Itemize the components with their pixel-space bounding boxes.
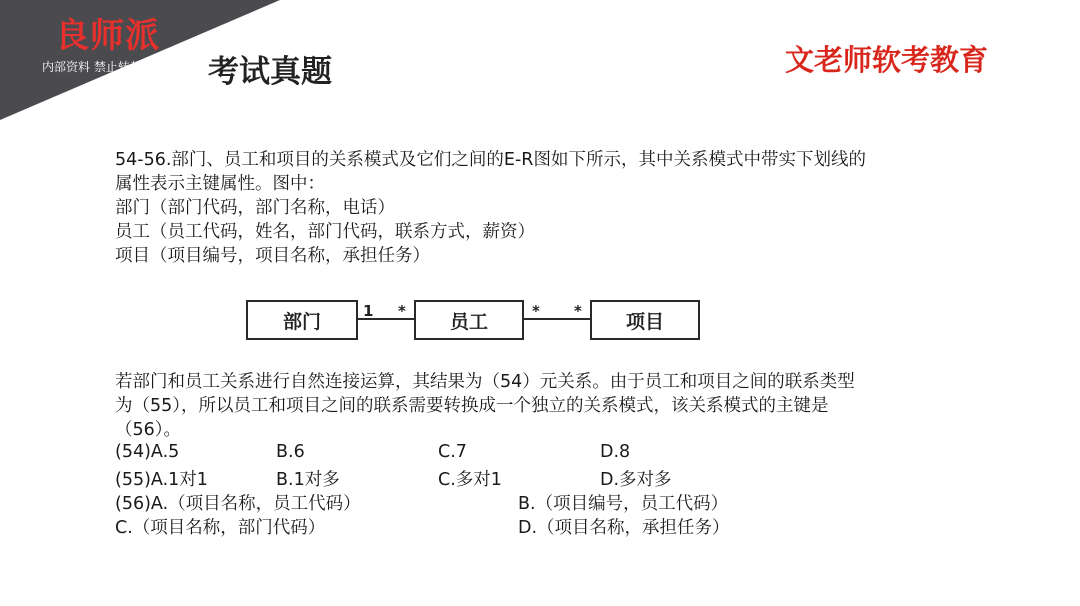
option-row-54 bbox=[115, 442, 995, 466]
option-row-55 bbox=[115, 466, 995, 490]
publisher-name: 文老师软考教育 bbox=[784, 43, 988, 77]
question-line: 若部门和员工关系进行自然连接运算，其结果为（54）元关系。由于员工和项目之间的联系类型 bbox=[115, 372, 855, 392]
option-54-c: C.7 bbox=[438, 442, 467, 462]
question-line: 为（55），所以员工和项目之间的联系需要转换成一个独立的关系模式，该关系模式的主键是 bbox=[115, 396, 829, 416]
entity-project: 项目 bbox=[590, 300, 700, 340]
question-line: 属性表示主键属性。图中： bbox=[115, 174, 325, 194]
option-54-d: D.8 bbox=[600, 442, 631, 462]
option-56-b: B.（项目编号，员工代码） bbox=[518, 494, 729, 514]
option-54-a: (54)A.5 bbox=[115, 442, 180, 462]
answer-options bbox=[115, 442, 995, 538]
cardinality-mark: 1 bbox=[363, 302, 374, 320]
entity-department: 部门 bbox=[246, 300, 358, 340]
question-line: 部门（部门代码，部门名称，电话） bbox=[115, 198, 395, 218]
page-title: 考试真题 bbox=[208, 54, 332, 90]
question-line: （56）。 bbox=[115, 420, 182, 440]
option-55-b: B.1对多 bbox=[276, 470, 340, 490]
option-55-d: D.多对多 bbox=[600, 470, 672, 490]
er-diagram bbox=[240, 294, 710, 348]
option-55-c: C.多对1 bbox=[438, 470, 502, 490]
cardinality-mark: * bbox=[398, 302, 406, 320]
question-line: 项目（项目编号，项目名称，承担任务） bbox=[115, 246, 430, 266]
option-56-c: C.（项目名称，部门代码） bbox=[115, 518, 326, 538]
question-line: 54-56.部门、员工和项目的关系模式及它们之间的E-R图如下所示，其中关系模式中带实下划线的 bbox=[115, 150, 866, 170]
brand-subtitle: 内部资料 禁止转载 bbox=[42, 60, 142, 74]
brand-logo: 良师派 bbox=[55, 16, 160, 56]
option-row-56b bbox=[115, 514, 995, 538]
option-56-a: (56)A.（项目名称，员工代码） bbox=[115, 494, 361, 514]
entity-employee: 员工 bbox=[414, 300, 524, 340]
option-row-56a bbox=[115, 490, 995, 514]
question-line: 员工（员工代码，姓名，部门代码，联系方式，薪资） bbox=[115, 222, 535, 242]
cardinality-mark: * bbox=[532, 302, 540, 320]
option-56-d: D.（项目名称，承担任务） bbox=[518, 518, 730, 538]
option-54-b: B.6 bbox=[276, 442, 305, 462]
cardinality-mark: * bbox=[574, 302, 582, 320]
option-55-a: (55)A.1对1 bbox=[115, 470, 208, 490]
